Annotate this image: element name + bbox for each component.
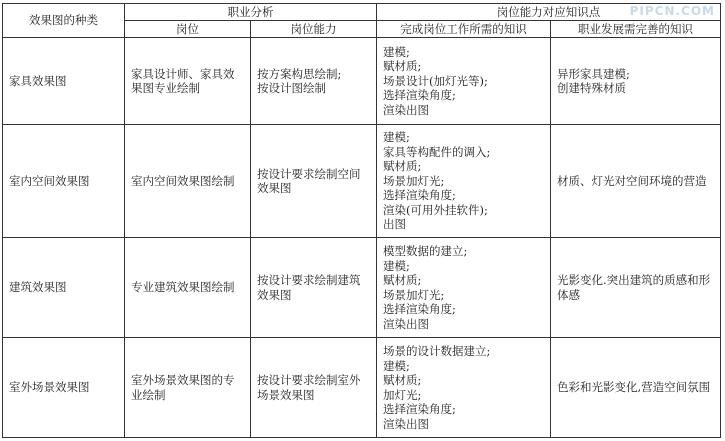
required-line: 赋材质; [383, 159, 422, 174]
required-line: 建模; [383, 130, 410, 145]
cell-required [377, 125, 551, 238]
table-row [3, 338, 721, 438]
cell-type: 室内空间效果图 [3, 125, 125, 238]
cell-type: 家具效果图 [3, 38, 125, 125]
required-line: 渲染出图 [383, 102, 429, 117]
required-line: 选择渲染角度; [383, 188, 456, 203]
required-line: 选择渲染角度; [383, 88, 456, 103]
cell-required [377, 338, 551, 438]
job-analysis-table [2, 3, 721, 438]
cell-type: 室外场景效果图 [3, 338, 125, 438]
required-line: 渲染(可用外挂软件); [383, 202, 488, 217]
required-line: 出图 [383, 217, 406, 232]
required-line: 渲染出图 [383, 316, 429, 331]
required-line: 选择渲染角度; [383, 302, 456, 316]
cell-ability: 按设计要求绘制室外场景效果图 [251, 338, 377, 438]
cell-position: 专业建筑效果图绘制 [125, 238, 251, 338]
table-row [3, 238, 721, 338]
cell-development: 材质、灯光对空间环境的营造 [551, 125, 721, 238]
watermark-logo: PIPCN.COM [629, 4, 715, 18]
required-line: 场景设计(加灯光等); [383, 73, 488, 88]
header-position: 岗位 [125, 21, 251, 38]
required-line: 渲染出图 [383, 416, 429, 431]
required-line: 场景的设计数据建立; [383, 344, 491, 358]
required-line: 赋材质; [383, 273, 422, 287]
cell-development: 异形家具建模; 创建特殊材质 [551, 38, 721, 125]
table-row [3, 38, 721, 125]
header-ability: 岗位能力 [251, 21, 377, 38]
required-line: 场景加灯光; [383, 287, 445, 302]
cell-required [377, 38, 551, 125]
required-line: 家具等构配件的调入; [383, 144, 491, 159]
cell-ability: 按设计要求绘制空间效果图 [251, 125, 377, 238]
required-line: 场景加灯光; [383, 173, 445, 188]
cell-development: 光影变化.突出建筑的质感和形体感 [551, 238, 721, 338]
header-development: 职业发展需完善的知识 [551, 21, 721, 38]
cell-development: 色彩和光影变化,营造空间氛围 [551, 338, 721, 438]
header-analysis: 职业分析 [125, 4, 377, 21]
ability-line: 按设计图绘制 [257, 81, 326, 95]
cell-position: 室外场景效果图的专业绘制 [125, 338, 251, 438]
header-knowledge: 岗位能力对应知识点 [377, 4, 721, 21]
required-line: 建模; [383, 44, 410, 59]
required-line: 赋材质; [383, 373, 422, 387]
header-type: 效果图的种类 [3, 4, 125, 38]
cell-ability: 按设计要求绘制建筑效果图 [251, 238, 377, 338]
required-line: 加灯光; [383, 387, 422, 402]
required-line: 赋材质; [383, 59, 422, 74]
cell-position: 家具设计师、家具效果图专业绘制 [125, 38, 251, 125]
table-row [3, 125, 721, 238]
cell-required [377, 238, 551, 338]
ability-line: 按方案构思绘制; [257, 66, 342, 81]
required-line: 模型数据的建立; [383, 244, 468, 258]
required-line: 选择渲染角度; [383, 402, 456, 416]
cell-ability [251, 38, 377, 125]
required-line: 建模; [383, 258, 410, 273]
header-required: 完成岗位工作所需的知识 [377, 21, 551, 38]
cell-position: 室内空间效果图绘制 [125, 125, 251, 238]
cell-type: 建筑效果图 [3, 238, 125, 338]
required-line: 建模; [383, 358, 410, 373]
